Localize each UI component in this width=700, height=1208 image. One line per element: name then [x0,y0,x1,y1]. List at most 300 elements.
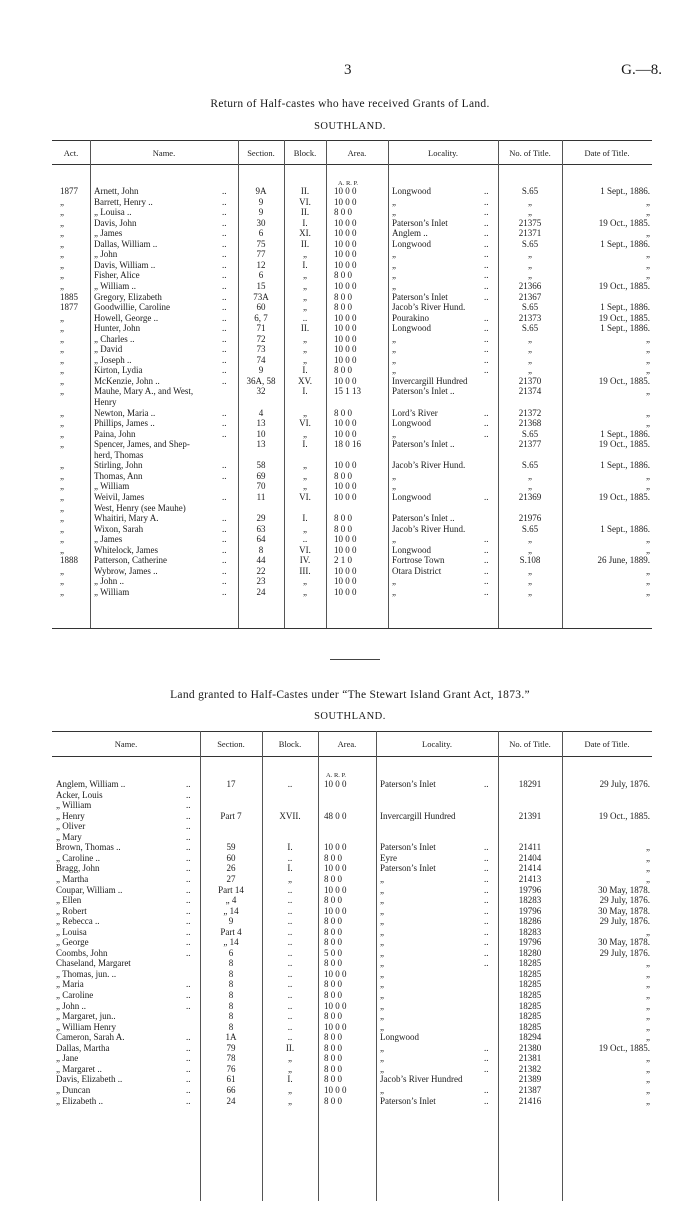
title-date: „ [646,333,650,344]
table-row [0,460,700,471]
section: Part 14 [218,884,244,895]
leader-dots: .. [222,523,227,534]
act-year: „ [60,407,64,418]
area: 10 0 0 [324,842,347,853]
area: 10 0 0 [334,280,357,291]
section: 17 [226,779,236,789]
title-date: „ [646,586,650,597]
locality: „ [392,280,396,291]
title-number: 18285 [518,968,542,979]
title-date: „ [646,1032,650,1043]
title-date: „ [646,270,650,281]
locality: „ [380,916,384,927]
title-number: „ [528,344,532,355]
leader-dots: .. [186,895,191,906]
act-year: „ [60,249,64,260]
title-date: „ [646,344,650,355]
title-number: S.65 [521,460,539,471]
title-date: „ [646,842,650,853]
title-date: 29 July, 1876. [599,779,650,789]
act-year: „ [60,576,64,587]
area: 8 0 0 [324,1063,342,1074]
area: 8 0 0 [334,407,352,418]
block: „ [303,249,307,260]
area: 10 0 0 [334,460,357,471]
leader-dots: .. [484,534,489,545]
section: 23 [256,576,266,587]
title-number: „ [528,270,532,281]
block: XI. [299,228,311,239]
block: II. [285,1042,295,1053]
table-row [0,481,700,492]
block: „ [288,1063,292,1074]
area: 15 1 13 [334,386,361,397]
grantee-name: West, Henry (see Mauhe) [94,502,186,513]
block: .. [287,779,293,789]
act-year: 1877 [60,302,78,313]
title-number: 21370 [518,375,542,386]
leader-dots: .. [484,228,489,239]
grantee-name: „ William [94,586,130,597]
act-year: „ [60,270,64,281]
table-row [0,376,700,387]
table-row [0,408,700,419]
section: 24 [226,1095,236,1106]
table-row [0,566,700,577]
leader-dots: .. [222,344,227,355]
locality: Eyre [380,852,397,863]
leader-dots: .. [222,418,227,429]
title-number: 18285 [518,990,542,1000]
title-date: 1 Sept., 1886. [600,460,650,471]
block: .. [287,937,293,948]
grantee-name: Anglem, William .. [56,779,126,789]
area: 10 0 0 [324,863,347,874]
title-number: „ [528,365,532,376]
act-year: „ [60,481,64,492]
page-reference: G.—8. [621,62,662,78]
t1-header-locality: Locality. [428,148,458,158]
grantee-name: „ Rebecca .. [56,916,100,927]
area: 8 0 0 [324,1074,342,1085]
locality: „ [380,1063,384,1074]
table-row [0,821,700,832]
leader-dots: .. [484,407,489,418]
title-number: 18285 [518,1021,542,1032]
locality: Paterson’s Inlet [392,291,448,302]
title-date: „ [646,958,650,969]
act-year: „ [60,280,64,291]
grantee-name: „ William Henry [56,1021,116,1032]
section: 9 [228,916,234,927]
title-date: 29 July, 1876. [599,895,650,906]
grantee-name: „ William [94,481,130,492]
area: 10 0 0 [334,481,357,492]
leader-dots: .. [484,1053,489,1064]
leader-dots: .. [222,333,227,344]
table-row [0,355,700,366]
title-date: „ [646,228,650,239]
leader-dots: .. [222,470,227,481]
leader-dots: .. [222,544,227,555]
area: 8 0 0 [324,895,342,906]
title-date: „ [646,249,650,260]
leader-dots: .. [186,1032,191,1043]
grantee-name: Spencer, James, and Shep- [94,439,190,450]
block: .. [287,884,293,895]
t2-header-section: Section. [217,739,245,749]
title-date: „ [646,1000,650,1011]
title-number: „ [528,565,532,576]
section: 6 [258,228,264,239]
leader-dots: .. [484,186,489,196]
leader-dots: .. [222,302,227,313]
section: 8 [228,958,234,969]
block: I. [302,217,308,228]
act-year: 1877 [60,186,78,196]
table-row [0,492,700,503]
area: 10 0 0 [334,249,357,260]
title-date: „ [646,196,650,207]
leader-dots: .. [222,186,227,196]
leader-dots: .. [484,207,489,218]
area: 5 0 0 [324,947,342,958]
area: 8 0 0 [324,1011,342,1022]
title-number: 18285 [518,1011,542,1022]
area: 10 0 0 [324,1084,347,1095]
leader-dots: .. [484,259,489,270]
title-number: 21369 [518,491,542,502]
grantee-name: Goodwillie, Caroline [94,302,170,313]
area: 10 0 0 [334,217,357,228]
leader-dots: .. [186,1095,191,1106]
area: 10 0 0 [334,259,357,270]
locality: Paterson’s Inlet .. [392,439,455,450]
area: 8 0 0 [324,979,342,990]
leader-dots: .. [222,586,227,597]
table-row [0,218,700,229]
table-row [0,1053,700,1064]
section: „ 14 [223,937,239,948]
block: IV. [299,555,311,566]
table-row [0,916,700,927]
title-date: 29 July, 1876. [599,916,650,927]
grantee-name: Weivil, James [94,491,145,502]
block: .. [302,534,308,545]
title-number: S.65 [521,238,539,249]
grantee-name: „ Henry [56,810,85,821]
area: 10 0 0 [334,565,357,576]
title-number: 21372 [518,407,542,418]
area: 8 0 0 [334,291,352,302]
section: 9 [258,365,264,376]
leader-dots: .. [186,852,191,863]
act-year: „ [60,565,64,576]
leader-dots: .. [186,800,191,811]
title-number: 18294 [518,1032,542,1043]
table-row [0,969,700,980]
table-row [0,450,700,461]
title-number: 21414 [518,863,542,874]
leader-dots: .. [484,491,489,502]
title-number: „ [528,481,532,492]
area: 8 0 0 [334,523,352,534]
grantee-name: „ Ellen [56,895,82,906]
locality: Longwood [392,238,431,249]
area: 10 0 0 [334,586,357,597]
leader-dots: .. [222,565,227,576]
title-date: 19 Oct., 1885. [598,491,650,502]
section: 58 [256,460,266,471]
title-date: 1 Sept., 1886. [600,186,650,196]
block: .. [287,926,293,937]
act-year: „ [60,238,64,249]
block: „ [303,523,307,534]
section: 13 [256,439,266,450]
leader-dots: .. [484,1063,489,1074]
leader-dots: .. [484,576,489,587]
title-date: 19 Oct., 1885. [598,217,650,228]
locality: „ [380,1011,384,1022]
title-date: 19 Oct., 1885. [598,375,650,386]
section: 79 [226,1042,236,1053]
leader-dots: .. [222,259,227,270]
section: 8 [228,1000,234,1011]
area: 8 0 0 [324,873,342,884]
section: 4 [258,407,264,418]
section: 6, 7 [254,312,268,323]
grantee-name: Dallas, William .. [94,238,158,249]
leader-dots: .. [186,842,191,853]
grantee-name: Dallas, Martha [56,1042,110,1053]
locality: Longwood [380,1032,419,1043]
leader-dots: .. [222,312,227,323]
block: „ [288,1053,292,1064]
block: „ [288,1095,292,1106]
locality: „ [392,481,396,492]
title-date: „ [646,968,650,979]
title-date: 19 Oct., 1885. [598,280,650,291]
leader-dots: .. [186,1053,191,1064]
title-number: 21368 [518,418,542,429]
leader-dots: .. [484,884,489,895]
table-row [0,207,700,218]
grantee-name: Coupar, William .. [56,884,123,895]
area: 18 0 16 [334,439,361,450]
locality: Paterson’s Inlet [380,779,436,789]
section: 27 [226,873,236,884]
area: 2 1 0 [334,555,352,566]
section: 71 [256,323,266,334]
area: 10 0 0 [334,238,357,249]
leader-dots: .. [186,1042,191,1053]
locality: Longwood [392,323,431,334]
table-row [0,313,700,324]
area: 10 0 0 [324,1000,347,1011]
locality: „ [380,937,384,948]
leader-dots: .. [484,418,489,429]
area: 8 0 0 [324,916,342,927]
title-date: „ [646,1053,650,1064]
locality: „ [380,873,384,884]
block: „ [303,344,307,355]
area: 10 0 0 [334,312,357,323]
locality: „ [380,905,384,916]
section: 24 [256,586,266,597]
title-date: 26 June, 1889. [597,555,650,566]
section: 44 [256,555,266,566]
title-date: „ [646,990,650,1000]
title-number: „ [528,259,532,270]
locality: Lord’s River [392,407,438,418]
title-number: 19796 [518,937,542,948]
grantee-name: „ Charles .. [94,333,135,344]
block: III. [299,565,311,576]
locality: Pourakino [392,312,429,323]
leader-dots: .. [484,916,489,927]
leader-dots: .. [222,238,227,249]
title-number: S.65 [521,323,539,334]
area: 10 0 0 [324,1021,347,1032]
t2-header-locality: Locality. [422,739,452,749]
block: .. [287,1021,293,1032]
title-date: „ [646,207,650,218]
table-row [0,927,700,938]
title-number: 21374 [518,386,542,397]
leader-dots: .. [222,280,227,291]
area: 8 0 0 [324,937,342,948]
locality: „ [392,534,396,545]
title-date: „ [646,852,650,863]
title-number: S.108 [519,555,541,566]
grantee-name: Acker, Louis [56,789,103,800]
block: I. [302,386,308,397]
leader-dots: .. [484,873,489,884]
area: 10 0 0 [324,905,347,916]
table-row [0,811,700,822]
area: 10 0 0 [334,534,357,545]
t1-header-area: Area. [347,148,367,158]
leader-dots: .. [484,333,489,344]
area: 10 0 0 [324,779,347,789]
title-number: 21411 [518,842,542,853]
table-row [0,937,700,948]
area: 10 0 0 [334,354,357,365]
table-row [0,779,700,790]
grantee-name: Davis, Elizabeth .. [56,1074,123,1085]
locality: Otara District [392,565,442,576]
locality: „ [380,895,384,906]
leader-dots: .. [484,947,489,958]
title-date: „ [646,1063,650,1074]
leader-dots: .. [484,238,489,249]
t1-header-title-no: No. of Title. [509,148,551,158]
area: 10 0 0 [334,375,357,386]
block: VI. [299,196,311,207]
table-row [0,228,700,239]
leader-dots: .. [484,1095,489,1106]
grantee-name: „ John .. [94,576,124,587]
area: 8 0 0 [324,958,342,969]
grantee-name: Stirling, John [94,460,143,471]
leader-dots: .. [484,895,489,906]
table-row [0,186,700,197]
area: 8 0 0 [334,270,352,281]
block: I. [302,365,308,376]
act-year: „ [60,344,64,355]
title-date: „ [646,1084,650,1095]
grantee-name: „ Caroline [56,990,94,1000]
title-number: „ [528,207,532,218]
title-date: „ [646,1021,650,1032]
grantee-name: Arnett, John [94,186,139,196]
section: 9 [258,207,264,218]
section: 30 [256,217,266,228]
block: „ [303,270,307,281]
area: 48 0 0 [324,810,347,821]
area: 10 0 0 [324,884,347,895]
leader-dots: .. [222,407,227,418]
locality: „ [392,344,396,355]
grantee-name: Phillips, James .. [94,418,155,429]
grantee-name: Hunter, John [94,323,141,334]
leader-dots: .. [484,323,489,334]
block: VI. [299,418,311,429]
act-year: „ [60,228,64,239]
table-row [0,948,700,959]
title-date: „ [646,534,650,545]
table-row [0,439,700,450]
area: 8 0 0 [324,926,342,937]
t1-header-block: Block. [293,148,317,158]
table-row [0,292,700,303]
title-date: „ [646,1074,650,1085]
act-year: „ [60,312,64,323]
table1-bottom-rule [52,628,652,629]
title-date: „ [646,259,650,270]
leader-dots: .. [186,789,191,800]
section: 72 [256,333,266,344]
t2-header-title-no: No. of Title. [509,739,551,749]
grantee-name: Fisher, Alice [94,270,140,281]
block: .. [287,1011,293,1022]
section: 13 [256,418,266,429]
table-row [0,895,700,906]
title-date: „ [646,926,650,937]
title-number: 21381 [518,1053,542,1064]
block: „ [303,460,307,471]
grantee-name: Brown, Thomas .. [56,842,121,853]
title-date: „ [646,979,650,990]
section: „ 14 [223,905,239,916]
locality: „ [380,1042,384,1053]
leader-dots: .. [222,270,227,281]
area: 8 0 0 [334,470,352,481]
table-row [0,545,700,556]
act-year: „ [60,333,64,344]
title-date: 29 July, 1876. [599,947,650,958]
title-number: 21375 [518,217,542,228]
title-date: 30 May, 1878. [598,884,650,895]
title-number: 21404 [518,852,542,863]
act-year: „ [60,460,64,471]
grantee-name: Patterson, Catherine [94,555,167,566]
block: „ [303,428,307,439]
leader-dots: .. [484,544,489,555]
leader-dots: .. [484,937,489,948]
locality: Longwood [392,186,431,196]
grantee-name: Barrett, Henry .. [94,196,153,207]
